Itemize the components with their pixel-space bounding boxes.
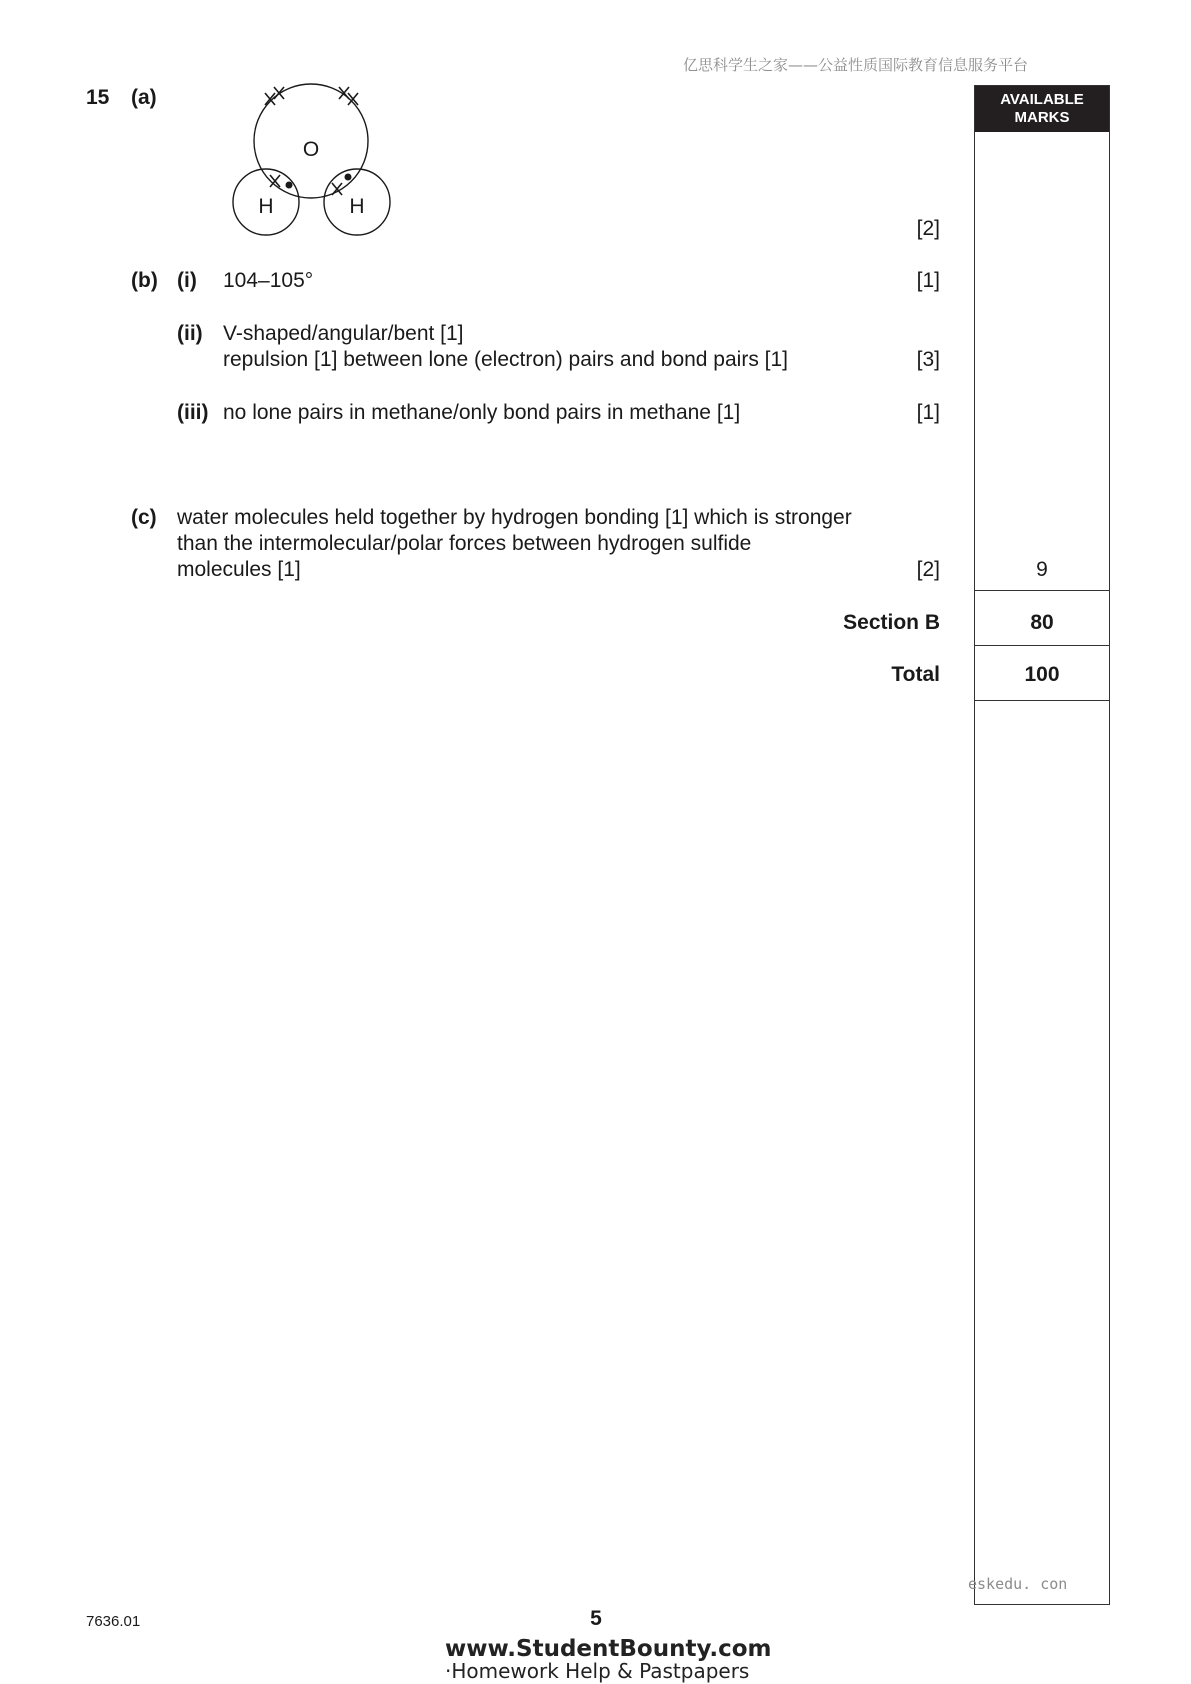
hydrogen-left-label: H: [258, 195, 274, 218]
part-a-label: (a): [131, 86, 157, 109]
part-b-iii-marks: [1]: [916, 401, 940, 424]
header-watermark: 亿思科学生之家——公益性质国际教育信息服务平台: [683, 56, 1029, 74]
available-marks-header: [975, 86, 1109, 132]
divider: [975, 590, 1109, 591]
oxygen-lone-pair-crosses: [265, 87, 358, 105]
grand-total: 100: [1024, 663, 1060, 686]
question-total-marks: 9: [1036, 558, 1048, 581]
part-b-i-label: (i): [177, 269, 197, 292]
water-molecule-diagram: [228, 82, 398, 242]
part-b-iii-answer: no lone pairs in methane/only bond pairs in methane [1]: [223, 401, 741, 424]
part-c-answer-line2: than the intermolecular/polar forces between hydrogen sulfide: [177, 532, 752, 555]
question-number: 15: [86, 86, 110, 109]
available-marks-header-line2: MARKS: [1014, 109, 1070, 126]
part-a-marks: [2]: [916, 217, 940, 240]
total-label: Total: [891, 663, 940, 686]
bonding-crosses: [270, 175, 342, 195]
part-b-ii-marks: [3]: [916, 348, 940, 371]
footer-watermark: eskedu. con: [968, 1575, 1068, 1593]
studentbounty-tagline: ·Homework Help & Pastpapers: [445, 1659, 750, 1683]
part-b-label: (b): [131, 269, 158, 292]
divider: [975, 645, 1109, 646]
part-c-label: (c): [131, 506, 157, 529]
part-b-iii-label: (iii): [177, 401, 209, 424]
available-marks-column: [974, 85, 1110, 1605]
available-marks-header-line1: AVAILABLE: [1000, 91, 1084, 108]
section-b-label: Section B: [843, 611, 940, 634]
part-c-marks: [2]: [916, 558, 940, 581]
part-b-i-marks: [1]: [916, 269, 940, 292]
paper-code: 7636.01: [86, 1613, 141, 1630]
section-b-total: 80: [1030, 611, 1054, 634]
oxygen-label: O: [302, 138, 320, 161]
part-b-ii-answer-line1: V-shaped/angular/bent [1]: [223, 322, 464, 345]
part-b-ii-answer-line2: repulsion [1] between lone (electron) pairs and bond pairs [1]: [223, 348, 789, 371]
divider: [975, 700, 1109, 701]
part-b-i-answer: 104–105°: [223, 269, 314, 292]
part-c-answer-line3: molecules [1]: [177, 558, 301, 581]
studentbounty-site: www.StudentBounty.com: [445, 1636, 772, 1662]
part-b-ii-label: (ii): [177, 322, 203, 345]
hydrogen-right-label: H: [349, 195, 365, 218]
part-c-answer-line1: water molecules held together by hydrogen bonding [1] which is stronger: [177, 506, 852, 529]
page-number: 5: [590, 1607, 602, 1630]
